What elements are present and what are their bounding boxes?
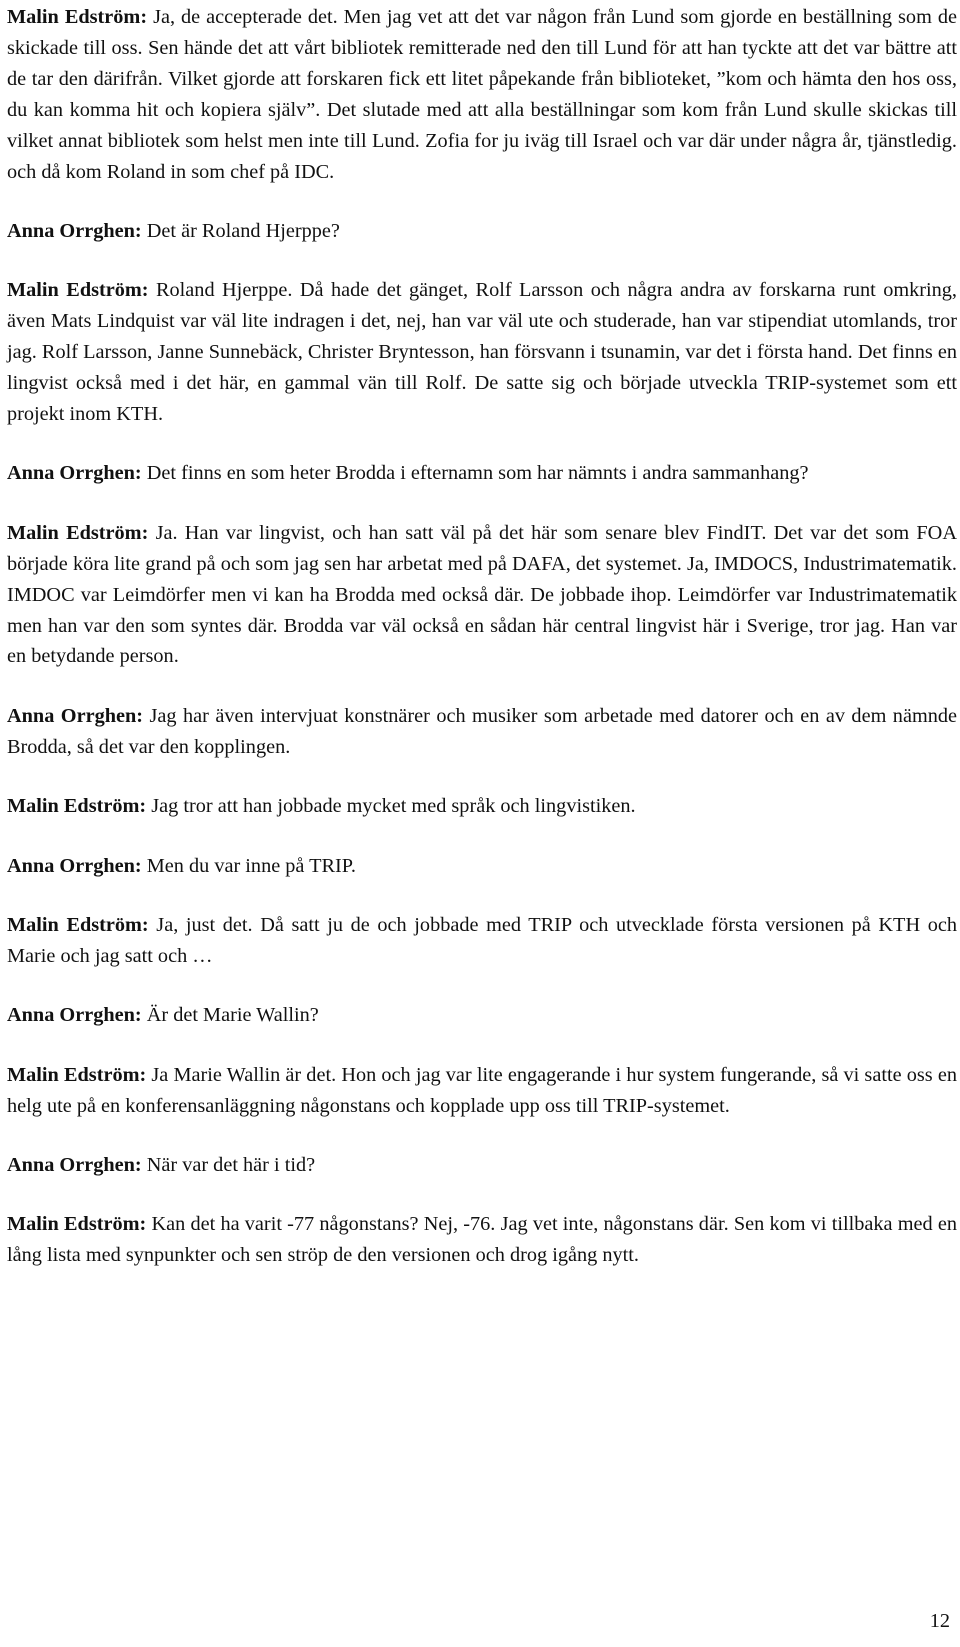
paragraph-text: När var det här i tid? — [146, 1153, 316, 1176]
speaker-name: Malin Edström: — [7, 1063, 147, 1086]
paragraph-6 — [7, 701, 957, 763]
speaker-name: Anna Orrghen: — [7, 462, 142, 485]
paragraph-12 — [7, 1150, 957, 1181]
paragraph-text: Det finns en som heter Brodda i efternamn som har nämnts i andra sammanhang? — [146, 462, 809, 485]
paragraph-text: Jag har även intervjuat konstnärer och musiker som arbetade med datorer och en av dem nämnde Brodda, så det var den kopplingen. — [7, 704, 958, 758]
paragraph-2 — [7, 216, 957, 247]
document-page — [7, 2, 957, 1300]
paragraph-4 — [7, 458, 957, 489]
paragraph-text: Ja. Han var lingvist, och han satt väl på det här som senare blev FindIT. Det var det som FOA började köra lite grand på och som jag sen har arbetat med på DAFA, det systemet. Ja, IMDOCS, Industrimatematik. IMDOC var Leimdörfer men vi kan ha Brodda med också där. De jobbade ihop. Leimdörfer var Industrimatematik men han var den som syntes där. Brodda var väl också en sådan här central lingvist här i Sverige, tror jag. Han var en betydande person. — [7, 521, 957, 668]
paragraph-text: Ja Marie Wallin är det. Hon och jag var lite engagerande i hur system fungerande, så vi satte oss en helg ute på en konferensanläggning någonstans och kopplade upp oss till TRIP-systemet. — [7, 1063, 957, 1117]
paragraph-text: Jag tror att han jobbade mycket med språk och lingvistiken. — [151, 795, 636, 818]
speaker-name: Anna Orrghen: — [7, 854, 142, 877]
paragraph-text: Ja, de accepterade det. Men jag vet att det var någon från Lund som gjorde en beställning som de skickade till oss. Sen hände det att vårt bibliotek remitterade ned den till Lund för att han tyckte att det var bättre att de tar den därifrån. Vilket gjorde att forskaren fick ett litet påpekande från biblioteket, ”kom och hämta den hos oss, du kan komma hit och kopiera själv”. Det slutade med att alla beställningar som kom från Lund skulle skickas till vilket annat bibliotek som helst men inte till Lund. Zofia for ju iväg till Israel och var där under några år, tjänstledig. och då kom Roland in som chef på IDC. — [7, 6, 957, 183]
paragraph-9 — [7, 910, 957, 972]
paragraph-text: Det är Roland Hjerppe? — [146, 219, 340, 242]
paragraph-5 — [7, 518, 957, 673]
paragraph-text: Men du var inne på TRIP. — [146, 854, 356, 877]
paragraph-text: Ja, just det. Då satt ju de och jobbade med TRIP och utvecklade första versionen på KTH och Marie och jag satt och … — [7, 913, 957, 967]
speaker-name: Anna Orrghen: — [7, 1004, 142, 1027]
speaker-name: Anna Orrghen: — [7, 704, 144, 727]
paragraph-text: Kan det ha varit -77 någonstans? Nej, -76. Jag vet inte, någonstans där. Sen kom vi tillbaka med en lång lista med synpunkter och sen ströp de den versionen och drog igång nytt. — [7, 1213, 957, 1267]
page-number: 12 — [929, 1610, 950, 1632]
paragraph-text: Är det Marie Wallin? — [146, 1004, 319, 1027]
speaker-name: Malin Edström: — [7, 279, 149, 302]
speaker-name: Anna Orrghen: — [7, 219, 142, 242]
speaker-name: Malin Edström: — [7, 1213, 147, 1236]
paragraph-1 — [7, 2, 957, 187]
speaker-name: Malin Edström: — [7, 913, 149, 936]
paragraph-11 — [7, 1060, 957, 1122]
paragraph-10 — [7, 1000, 957, 1031]
paragraph-8 — [7, 851, 957, 882]
paragraph-7 — [7, 791, 957, 822]
speaker-name: Malin Edström: — [7, 6, 148, 28]
speaker-name: Anna Orrghen: — [7, 1153, 142, 1176]
paragraph-13 — [7, 1209, 957, 1271]
paragraph-text: Roland Hjerppe. Då hade det gänget, Rolf Larsson och några andra av forskarna runt omkring, även Mats Lindquist var väl lite indragen i det, nej, han var väl ute och studerade, han var stipendiat utomlands, tror jag. Rolf Larsson, Janne Sunnebäck, Christer Bryntesson, han försvann i tsunamin, var det i första hand. Det finns en lingvist också med i det här, en gammal vän till Rolf. De satte sig och började utveckla TRIP-systemet som ett projekt inom KTH. — [7, 279, 957, 425]
speaker-name: Malin Edström: — [7, 521, 149, 544]
paragraph-3 — [7, 275, 957, 430]
speaker-name: Malin Edström: — [7, 795, 147, 818]
